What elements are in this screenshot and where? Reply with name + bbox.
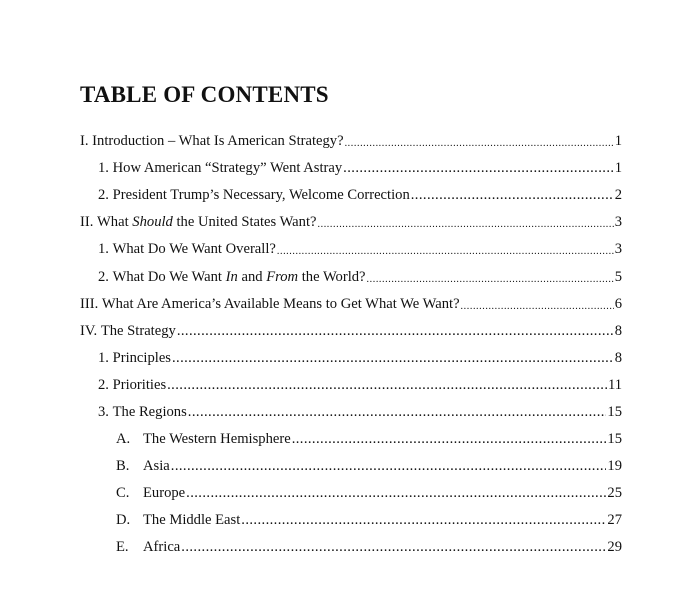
entry-title: Principles — [112, 349, 171, 366]
toc-entry-africa[interactable] — [80, 534, 622, 561]
entry-text — [98, 160, 342, 177]
toc-entry-want-in-and-from-world[interactable] — [80, 263, 622, 290]
entry-page-number: 29 — [607, 539, 622, 556]
entry-title: Africa — [143, 539, 181, 556]
dot-leader — [181, 539, 606, 556]
entry-title: Asia — [143, 458, 170, 475]
toc-title: TABLE OF CONTENTS — [80, 82, 329, 107]
entry-page-number: 25 — [607, 485, 622, 502]
entry-title: The Western Hemisphere — [143, 431, 291, 448]
entry-number: 1. — [98, 349, 109, 366]
entry-page-number: 3 — [614, 241, 622, 258]
entry-text — [116, 512, 240, 529]
entry-number: 3. — [98, 403, 109, 420]
entry-title-emphasis: In — [225, 268, 238, 285]
entry-text — [98, 377, 166, 394]
entry-number: 2. — [98, 268, 109, 285]
toc-entry-middle-east[interactable] — [80, 507, 622, 534]
dot-leader — [411, 187, 614, 204]
entry-title: What Do We Want Overall? — [112, 241, 276, 258]
entry-page-number: 1 — [614, 160, 622, 177]
toc-entry-welcome-correction[interactable] — [80, 182, 622, 209]
entry-number: III. — [80, 295, 99, 312]
toc-entry-strategy-went-astray[interactable] — [80, 155, 622, 182]
entry-title: Europe — [143, 485, 186, 502]
toc-entry-want-overall[interactable] — [80, 236, 622, 263]
toc-list — [80, 128, 622, 562]
entry-page-number: 27 — [607, 512, 622, 529]
entry-number: E. — [116, 539, 129, 556]
entry-title: Introduction – What Is American Strategy? — [92, 133, 344, 150]
entry-text — [98, 187, 410, 204]
toc-entry-priorities[interactable] — [80, 372, 622, 399]
entry-page-number: 3 — [614, 214, 622, 231]
entry-title: President Trump’s Necessary, Welcome Correction — [112, 187, 410, 204]
toc-entry-western-hemisphere[interactable] — [80, 426, 622, 453]
toc-entry-principles[interactable] — [80, 345, 622, 372]
entry-page-number: 8 — [614, 349, 622, 366]
entry-page-number: 11 — [607, 376, 622, 393]
toc-entry-asia[interactable] — [80, 453, 622, 480]
entry-text — [98, 404, 187, 421]
entry-text — [80, 323, 176, 340]
entry-title-part: and — [237, 268, 267, 285]
entry-number: 2. — [98, 187, 109, 204]
dot-leader — [167, 377, 607, 394]
dot-leader — [367, 270, 614, 285]
entry-text — [116, 458, 170, 475]
entry-title: The Regions — [112, 403, 187, 420]
entry-number: 1. — [98, 160, 109, 177]
entry-text — [80, 214, 317, 231]
dot-leader — [177, 323, 614, 340]
dot-leader — [318, 215, 614, 230]
entry-title-part: the World? — [298, 268, 366, 285]
entry-number: IV. — [80, 322, 98, 339]
entry-text — [98, 241, 276, 258]
entry-number: II. — [80, 214, 94, 231]
entry-page-number: 8 — [614, 322, 622, 339]
dot-leader — [343, 160, 614, 177]
toc-entry-europe[interactable] — [80, 480, 622, 507]
entry-title: How American “Strategy” Went Astray — [112, 160, 343, 177]
toc-entry-the-regions[interactable] — [80, 399, 622, 426]
entry-title: The Strategy — [100, 322, 176, 339]
entry-title-part: the United States Want? — [172, 214, 317, 231]
toc-entry-the-strategy[interactable] — [80, 318, 622, 345]
entry-page-number: 5 — [614, 268, 622, 285]
entry-text — [116, 431, 291, 448]
entry-title-part: What — [97, 214, 133, 231]
toc-entry-introduction[interactable] — [80, 128, 622, 155]
entry-title: What Are America’s Available Means to Get What We Want? — [101, 295, 460, 312]
entry-number: B. — [116, 458, 130, 475]
dot-leader — [186, 485, 606, 502]
entry-title: Priorities — [112, 376, 167, 393]
entry-text — [116, 485, 185, 502]
entry-page-number: 1 — [614, 133, 622, 150]
entry-number: 2. — [98, 376, 109, 393]
entry-number: C. — [116, 485, 130, 502]
dot-leader — [345, 134, 614, 149]
dot-leader — [292, 431, 607, 448]
entry-page-number: 2 — [614, 187, 622, 204]
dot-leader — [241, 512, 606, 529]
dot-leader — [461, 297, 614, 312]
entry-text — [80, 133, 344, 150]
entry-title: The Middle East — [143, 512, 241, 529]
entry-page-number: 15 — [607, 431, 622, 448]
entry-page-number: 19 — [607, 458, 622, 475]
entry-text — [116, 539, 180, 556]
entry-title-part: What Do We Want — [112, 268, 226, 285]
toc-entry-what-should-us-want[interactable] — [80, 209, 622, 236]
dot-leader — [171, 458, 607, 475]
entry-number: D. — [116, 512, 131, 529]
entry-page-number: 15 — [607, 403, 622, 420]
entry-page-number: 6 — [614, 295, 622, 312]
entry-text — [98, 350, 171, 367]
dot-leader — [277, 242, 614, 257]
entry-text — [98, 269, 366, 286]
entry-title-emphasis: From — [266, 268, 299, 285]
entry-number: A. — [116, 431, 131, 448]
dot-leader — [188, 404, 607, 421]
dot-leader — [172, 350, 614, 367]
entry-text — [80, 296, 460, 313]
entry-number: 1. — [98, 241, 109, 258]
entry-number: I. — [80, 133, 89, 150]
entry-title-emphasis: Should — [132, 214, 173, 231]
toc-entry-available-means[interactable] — [80, 291, 622, 318]
